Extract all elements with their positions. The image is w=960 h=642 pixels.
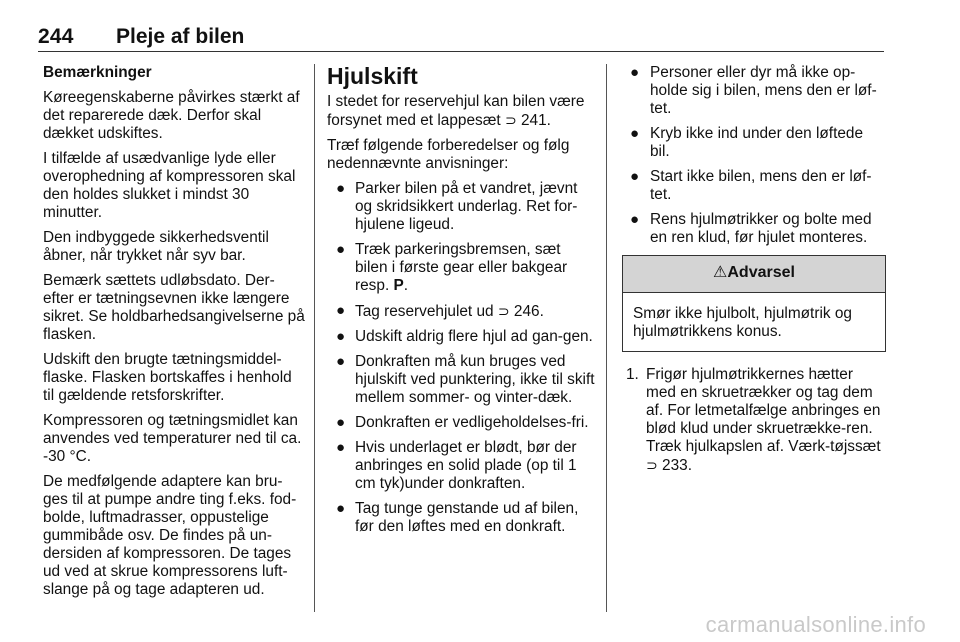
page-number: 244 — [38, 25, 74, 48]
bullet-icon: ● — [630, 125, 640, 142]
list-item — [622, 168, 886, 204]
intro-paragraph — [327, 93, 595, 130]
paragraph: Udskift den brugte tætningsmiddel-flaske. Flasken bortskaffes i henhold til gældende retsforskrifter. — [43, 351, 292, 404]
paragraph: De medfølgende adaptere kan bru-ges til at pumpe andre ting f.eks. fod-bolde, luftmadrasser, oppustelige gummibåde osv. De findes på un-dersiden af kompressoren. De tages ud ved at skrue kompressorens luft-slange på og tage adapteren ud. — [43, 473, 297, 598]
list-item-text: Donkraften er vedligeholdelses-fri. — [355, 414, 589, 431]
list-item — [327, 439, 595, 493]
right-column — [622, 64, 886, 475]
list-item — [622, 64, 886, 118]
header-divider — [38, 51, 884, 52]
page-reference-link[interactable]: 241. — [520, 112, 551, 129]
section-title: Hjulskift — [327, 63, 418, 89]
list-item-text: Tag tunge genstande ud af bilen, før den løftes med en donkraft. — [355, 500, 579, 535]
bullet-icon: ● — [630, 211, 640, 228]
warning-icon: ⚠ — [713, 264, 728, 281]
list-item: ● Træk parkeringsbremsen, sæt bilen i første gear eller bakgear resp. P. — [336, 241, 568, 294]
bullet-icon: ● — [336, 439, 346, 456]
middle-column — [327, 63, 595, 543]
step-number: 1. — [626, 366, 639, 383]
paragraph: Køreegenskaberne påvirkes stærkt af det reparerede dæk. Derfor skal dækket udskiftes. — [43, 89, 300, 142]
list-item — [327, 302, 595, 321]
step-item — [622, 366, 886, 475]
list-item-text: Rens hjulmøtrikker og bolte med en ren klud, før hjulet monteres. — [650, 211, 872, 246]
warning-title: Advarsel — [727, 264, 795, 281]
column-divider — [314, 64, 315, 612]
bullet-icon: ● — [336, 328, 346, 345]
warning-header — [623, 256, 885, 293]
list-item-text: Udskift aldrig flere hjul ad gan-gen. — [355, 328, 593, 345]
page-reference-link[interactable]: 233. — [662, 457, 692, 474]
bullet-icon: ● — [336, 500, 346, 517]
step-text: Frigør hjulmøtrikkernes hætter med en skruetrækker og tag dem af. For letmetalfælge anbringes en blød klud under skruetrække-ren. Træk hjulkapslen af. Værk-tøjssæt — [646, 366, 881, 455]
paragraph: I tilfælde af usædvanlige lyde eller overophedning af kompressoren skal den holdes slukket i mindst 30 minutter. — [43, 150, 296, 221]
column-divider — [606, 64, 607, 612]
page-reference-link[interactable]: 246. — [513, 303, 544, 320]
list-item-text: Tag reservehjulet ud — [355, 303, 494, 320]
intro-text: I stedet for reservehjul kan bilen være forsynet med et lappesæt — [327, 93, 585, 129]
paragraph: Kompressoren og tætningsmidlet kan anvendes ved temperaturer ned til ca. -30 °C. — [43, 412, 302, 465]
list-item-text: Donkraften må kun bruges ved hjulskift ved punktering, ikke til skift mellem sommer- og vinter-dæk. — [355, 353, 595, 406]
safety-list — [622, 64, 886, 247]
prep-paragraph: Træf følgende forberedelser og følg nedennævnte anvisninger: — [327, 137, 570, 172]
list-item-text: Træk parkeringsbremsen, sæt bilen i første gear eller bakgear resp. — [355, 241, 568, 294]
list-item — [327, 500, 595, 536]
list-item-text: Personer eller dyr må ikke op-holde sig i bilen, mens den er løf-tet. — [650, 64, 877, 117]
bullet-icon: ● — [630, 168, 640, 185]
cross-reference-icon: ⊃ — [504, 112, 517, 128]
cross-reference-icon: ⊃ — [646, 457, 658, 473]
list-item — [622, 125, 886, 161]
cross-reference-icon: ⊃ — [497, 303, 510, 319]
watermark: carmanualsonline.info — [705, 612, 926, 637]
warning-text: Smør ikke hjulbolt, hjulmøtrik og hjulmøtrikkens konus. — [633, 305, 852, 340]
bullet-icon: ● — [336, 353, 346, 370]
list-item — [327, 180, 595, 234]
left-column — [43, 64, 305, 606]
bullet-icon: ● — [336, 302, 346, 319]
paragraph: Den indbyggede sikkerhedsventil åbner, når trykket når syv bar. — [43, 229, 269, 264]
list-item — [327, 353, 595, 407]
steps-list — [622, 366, 886, 475]
list-item — [327, 328, 595, 346]
warning-box — [622, 255, 886, 352]
list-item-text: Parker bilen på et vandret, jævnt og skridsikkert underlag. Ret for-hjulene ligeud. — [355, 180, 578, 233]
paragraph: Bemærk sættets udløbsdato. Der-efter er tætningsevnen ikke længere sikret. Se holdbarhedsangivelserne på flasken. — [43, 272, 305, 343]
list-item-text: Hvis underlaget er blødt, bør der anbringes en solid plade (op til 1 cm tyk)under donkraften. — [355, 439, 577, 492]
note-heading: Bemærkninger — [43, 64, 152, 81]
gear-p-label: P — [393, 277, 404, 294]
bullet-icon: ● — [630, 64, 640, 81]
list-item — [327, 414, 595, 432]
page-title: Pleje af bilen — [116, 25, 245, 48]
bullet-icon: ● — [336, 414, 346, 431]
bullet-icon: ● — [336, 180, 346, 197]
list-item-text: Kryb ikke ind under den løftede bil. — [650, 125, 864, 160]
bullet-icon: ● — [336, 241, 346, 258]
list-item — [622, 211, 886, 247]
preparation-list — [327, 180, 595, 536]
list-item-text: Start ikke bilen, mens den er løf-tet. — [650, 168, 872, 203]
